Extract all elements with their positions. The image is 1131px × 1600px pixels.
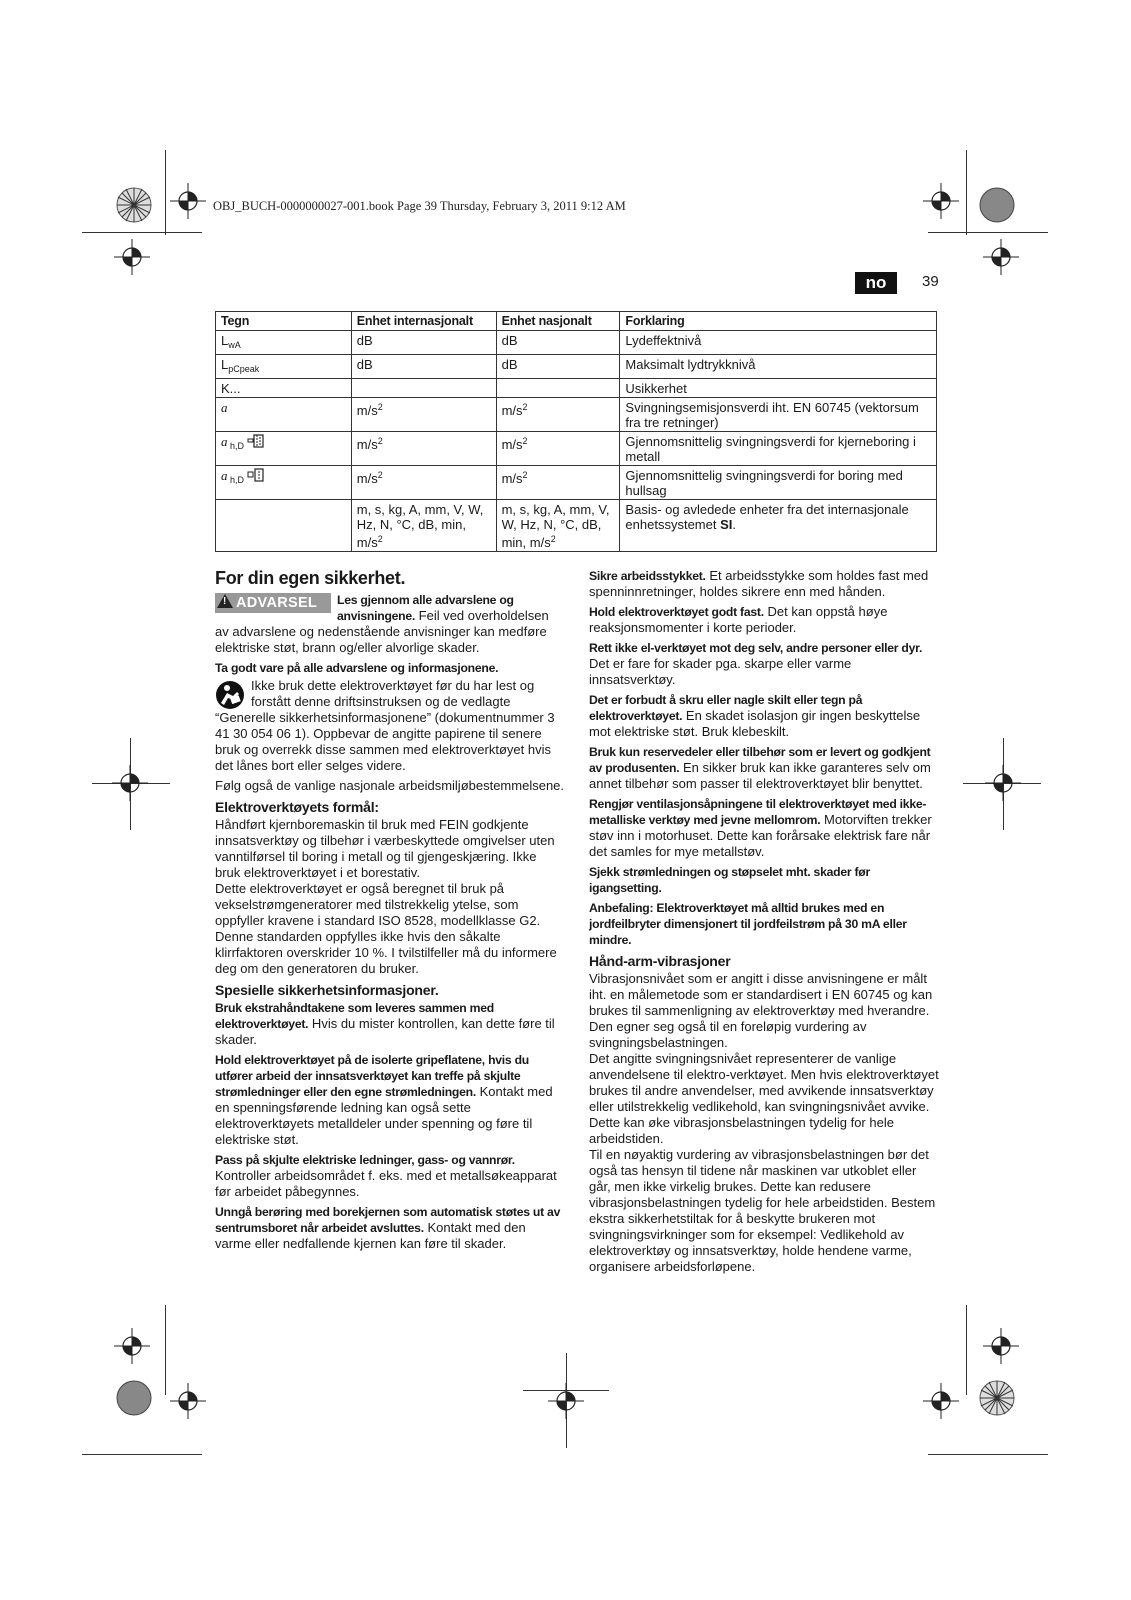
table-row [216,379,937,398]
nat-unit-cell [496,500,620,552]
unit-text: m/s [501,437,523,452]
vibration-paragraph: Vibrasjonsnivået som er angitt i disse anvisningene er målt iht. en målemetode som er standardisert i EN 60745 og kan brukes til sammenligning av elektroverktøy med hverandre. Den egner seg også til en foreløpig vurdering av svingningsbelastningen. [589,971,933,1050]
core-drill-icon [247,434,265,448]
table-row [216,355,937,379]
nat-unit-cell [496,466,620,500]
registration-crosshair-icon [923,1383,959,1419]
description-cell: Gjennomsnittelig svingningsverdi for boring med hullsag [620,466,937,500]
print-header: OBJ_BUCH-0000000027-001.book Page 39 Thursday, February 3, 2011 9:12 AM [213,199,626,213]
intl-unit-cell [351,432,496,466]
safety-paragraph [215,1000,564,1048]
table-row [216,331,937,355]
special-safety-heading: Spesielle sikkerhetsinformasjoner. [215,982,439,998]
safety-text: Det er fare for skader pga. skarpe eller varme innsatsverktøy. [589,656,852,687]
safety-bold-paragraph: Sjekk strømledningen og støpselet mht. skader før igangsetting. [589,865,870,895]
safety-bold-text: Bruk kun reservedeler eller tilbehør som er levert og godkjent av produsenten. [589,745,931,775]
safety-paragraph [589,604,939,636]
unit-superscript: 2 [377,436,383,446]
description-text: Basis- og avledede enheter fra det internasjonale enhetssystemet [625,502,909,532]
color-rosette-icon [116,1380,152,1416]
purpose-paragraph: Dette elektroverktøyet er også beregnet til bruk på vekselstrømgeneratorer med tilstrekkelig ytelse, som oppfyller kravene i standard ISO 8528, modellklasse G2. Denne standarden oppfylles ikke hvis den såkalte klirrfaktoren overskrider 10 %. I tvilstilfeller må du informere deg om den generatoren du bruker. [215,881,557,976]
safety-paragraph [589,640,939,688]
safety-bold-text: Rengjør ventilasjonsåpningene til elektroverktøyet med ikke-metalliske verktøy med jevne mellomrom. [589,797,927,827]
symbols-table [215,311,937,552]
safety-bold-text: Sikre arbeidsstykket. [589,569,706,583]
safety-text: Kontakt med den varme eller nedfallende kjernen kan føre til skader. [215,1220,526,1251]
symbol-text: a [221,434,228,449]
safety-paragraph [589,692,939,740]
section-title: For din egen sikkerhet. [215,568,406,588]
symbol-cell: K... [216,379,352,398]
language-badge: no [855,272,897,294]
description-cell [620,500,937,552]
registration-crosshair-icon [985,765,1021,801]
table-header-cell: Enhet nasjonalt [496,312,620,331]
unit-superscript: 2 [522,436,528,446]
unit-superscript: 2 [522,402,528,412]
vibration-paragraph: Det angitte svingningsnivået representerer de vanlige anvendelsene til elektro-verktøyet. Men hvis elektroverktøyet brukes til andre anvendelser, med avvikende innsatsverktøy eller utilstrekkelig vedlikehold, kan svingningsnivået avvike. Dette kan øke vibrasjonsbelastningen tydelig for hele arbeidstiden. [589,1051,939,1146]
vibration-heading: Hånd-arm-vibrasjoner [589,953,731,969]
description-cell: Usikkerhet [620,379,937,398]
color-rosette-icon [979,1380,1015,1416]
nat-unit-cell [496,432,620,466]
unit-superscript: 2 [550,534,556,544]
nat-unit-cell: dB [496,331,620,355]
nat-unit-cell [496,379,620,398]
hole-saw-icon [247,468,265,482]
safety-text: Et arbeidsstykke som holdes fast med spenninnretninger, holdes sikrere enn med hånden. [589,568,929,599]
symbol-cell [216,331,352,355]
description-cell: Gjennomsnittelig svingningsverdi for kjerneboring i metall [620,432,937,466]
unit-superscript: 2 [377,402,383,412]
warning-paragraph [215,592,564,656]
table-row [216,500,937,552]
table-row [216,432,937,466]
warning-bold-text: Les gjennom alle advarslene og anvisningene. [337,593,514,623]
safety-text: En sikker bruk kan ikke garanteres selv om annet tilbehør som passer til elektroverktøyet blir benyttet. [589,760,931,791]
nat-unit-cell [496,398,620,432]
table-header-row [216,312,937,331]
safety-text: Kontakt med en spenningsførende ledning kan også sette elektroverktøyets metalldeler under spenning og føre til elektriske støt. [215,1084,553,1147]
warning-text: Feil ved overholdelsen av advarslene og nedenstående anvisninger kan medføre elektriske støt, brann og/eller alvorlige skader. [215,608,549,655]
symbol-text: a [221,400,228,415]
registration-crosshair-icon [114,239,150,275]
unit-text: m, s, kg, A, mm, V, W, Hz, N, °C, dB, min, m/s [356,502,484,550]
warning-badge [215,593,331,613]
warning-triangle-icon: ! [217,594,233,608]
intl-unit-cell [351,398,496,432]
symbol-subscript: wA [228,340,241,350]
page-number: 39 [922,273,939,290]
safety-text: En skadet isolasjon gir ingen beskyttelse mot elektriske støt. Bruk klebeskilt. [589,708,921,739]
registration-crosshair-icon [112,765,148,801]
intl-unit-cell [351,466,496,500]
nat-unit-cell: dB [496,355,620,379]
safety-bold-text: Det er forbudt å skru eller nagle skilt eller tegn på elektroverktøyet. [589,693,863,723]
safety-text: Kontroller arbeidsområdet f. eks. med et metallsøkeapparat før arbeidet påbegynnes. [215,1168,557,1199]
symbol-text: L [221,357,229,372]
color-rosette-icon [116,187,152,223]
table-row [216,398,937,432]
unit-text: m, s, kg, A, mm, V, W, Hz, N, °C, dB, min, m/s [501,502,610,550]
registration-crosshair-icon [170,183,206,219]
registration-crosshair-icon [923,183,959,219]
registration-crosshair-icon [983,239,1019,275]
vibration-paragraph: Til en nøyaktig vurdering av vibrasjonsbelastningen bør det også tas hensyn til tidene når maskinen var utkoblet eller går, men ikke virkelig brukes. Dette kan redusere vibrasjonsbelastningen tydelig for hele arbeidstiden. Bestem ekstra sikkerhetstiltak for å beskytte brukeren mot svingningsvirkninger som for eksempel: Vedlikehold av elektroverktøy og innsatsverktøy, holde hendene varme, organisere arbeidsforløpene. [589,1147,936,1274]
safety-bold-text: Rett ikke el-verktøyet mot deg selv, andre personer eller dyr. [589,641,923,655]
safety-bold-text: Hold elektroverktøyet på de isolerte gripeflatene, hvis du utfører arbeid der innsatsverktøyet kan treffe på skjulte strømledninger eller den egne strømledningen. [215,1053,529,1099]
safety-text: Hvis du mister kontrollen, kan dette føre til skader. [215,1016,555,1047]
symbol-cell [216,466,352,500]
safety-paragraph [589,744,939,792]
description-text: . [732,517,736,532]
unit-text: m/s [501,403,523,418]
registration-crosshair-icon [983,1328,1019,1364]
symbol-text: a [221,468,228,483]
table-header-cell: Forklaring [620,312,937,331]
unit-superscript: 2 [377,534,383,544]
read-manual-text: Ikke bruk dette elektroverktøyet før du har lest og forstått denne driftsinstruksen og de vedlagte “Generelle sikkerhetsinformasjonene” (dokumentnummer 3 41 30 054 06 1). Oppbevar de angitte papirene til senere bruk og overrekk disse sammen med elektroverktøyet hvis det lånes bort eller selges videre. [215,678,555,773]
description-cell: Lydeffektnivå [620,331,937,355]
safety-bold-text: Unngå berøring med borekjernen som automatisk støtes ut av sentrumsboret når arbeidet avsluttes. [215,1205,561,1235]
description-cell: Svingningsemisjonsverdi iht. EN 60745 (vektorsum fra tre retninger) [620,398,937,432]
symbol-cell [216,355,352,379]
symbol-cell [216,432,352,466]
purpose-paragraph: Håndført kjernboremaskin til bruk med FEIN godkjente innsatsverktøy og tilbehør i værbeskyttede omgivelser uten vanntilførsel til boring i metall og til gjengeskjæring. Ikke bruk elektroverktøyet i et borestativ. [215,817,555,880]
symbol-cell [216,398,352,432]
safety-text: Det kan oppstå høye reaksjonsmomenter i korte perioder. [589,604,888,635]
symbol-cell [216,500,352,552]
table-row [216,466,937,500]
unit-text: m/s [356,403,378,418]
safety-paragraph [589,568,939,600]
description-bold: SI [720,517,733,532]
intl-unit-cell: dB [351,355,496,379]
read-manual-icon [215,680,245,710]
table-header-cell: Tegn [216,312,352,331]
right-column [589,568,939,1279]
symbol-subscript: pCpeak [228,364,260,374]
safety-text: Motorviften trekker støv inn i motorhuset. Dette kan forårsake elektrisk fare når det samles for mye metallstøv. [589,812,932,859]
warning-label: ADVARSEL [236,595,318,611]
safety-paragraph [589,796,939,860]
registration-crosshair-icon [170,1383,206,1419]
symbol-subscript: h,D [227,441,245,451]
read-manual-paragraph [215,678,564,774]
intl-unit-cell: dB [351,331,496,355]
symbol-subscript: h,D [227,475,245,485]
safety-bold-paragraph: Anbefaling: Elektroverktøyet må alltid brukes med en jordfeilbryter dimensjonert til jordfeilstrøm på 30 mA eller mindre. [589,901,907,947]
unit-superscript: 2 [377,470,383,480]
safety-paragraph [215,1152,564,1200]
purpose-heading: Elektroverktøyets formål: [215,799,379,815]
unit-text: m/s [356,471,378,486]
intl-unit-cell [351,379,496,398]
unit-text: m/s [501,471,523,486]
table-header-cell: Enhet internasjonalt [351,312,496,331]
safety-paragraph [215,1204,564,1252]
unit-text: m/s [356,437,378,452]
intl-unit-cell [351,500,496,552]
color-rosette-icon [979,187,1015,223]
registration-crosshair-icon [548,1383,584,1419]
safety-paragraph [215,1052,564,1148]
description-cell: Maksimalt lydtrykknivå [620,355,937,379]
left-column [215,568,564,1256]
safety-bold-text: Pass på skjulte elektriske ledninger, gass- og vannrør. [215,1153,515,1167]
registration-crosshair-icon [114,1328,150,1364]
safety-bold-text: Bruk ekstrahåndtakene som leveres sammen med elektroverktøyet. [215,1001,494,1031]
keep-instructions-text: Ta godt vare på alle advarslene og informasjonene. [215,661,499,675]
symbol-text: L [221,333,229,348]
unit-superscript: 2 [522,470,528,480]
national-rules-text: Følg også de vanlige nasjonale arbeidsmiljøbestemmelsene. [215,778,565,793]
safety-bold-text: Hold elektroverktøyet godt fast. [589,605,764,619]
